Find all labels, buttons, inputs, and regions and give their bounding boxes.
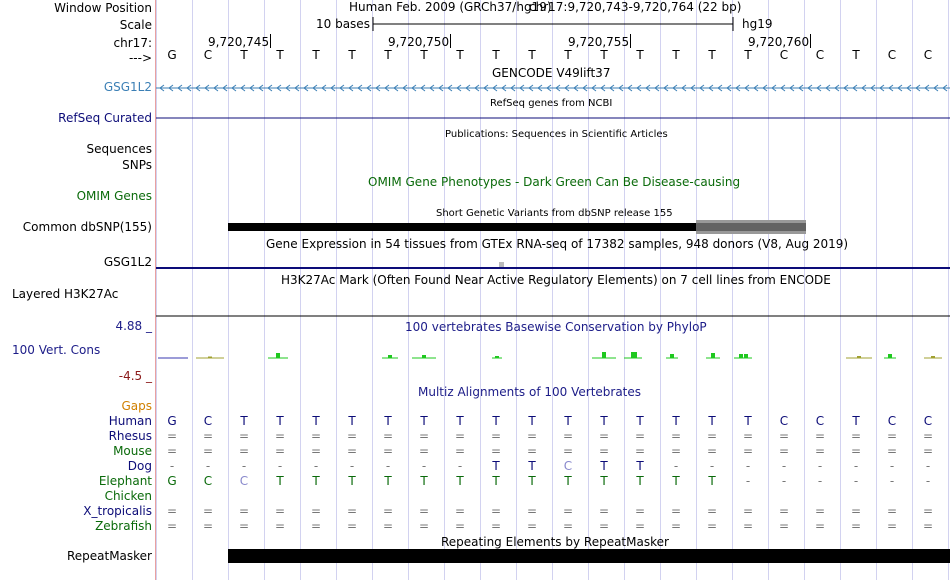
- alignment-base: =: [706, 504, 718, 518]
- alignment-base: -: [853, 459, 859, 473]
- gencode-title: GENCODE V49lift37: [492, 66, 611, 80]
- alignment-base: =: [562, 444, 574, 458]
- coordinate-label: 9,720,755: [568, 35, 630, 49]
- sequence-base: C: [815, 48, 825, 62]
- track-label-h3k27ac[interactable]: Layered H3K27Ac: [12, 287, 119, 301]
- conservation-score-bar: [931, 356, 935, 358]
- sequence-base: T: [348, 48, 356, 62]
- conservation-score-bar: [711, 353, 715, 358]
- alignment-base: C: [203, 474, 213, 488]
- alignment-base: -: [781, 459, 787, 473]
- alignment-base: -: [817, 459, 823, 473]
- alignment-base: =: [670, 444, 682, 458]
- track-label-sequences[interactable]: Sequences: [86, 142, 152, 156]
- alignment-base: =: [238, 519, 250, 533]
- sequence-base: T: [456, 48, 464, 62]
- sequence-base: C: [203, 48, 213, 62]
- alignment-base: =: [778, 444, 790, 458]
- alignment-base: =: [670, 429, 682, 443]
- alignment-base: =: [814, 444, 826, 458]
- multiz-title: Multiz Alignments of 100 Vertebrates: [418, 385, 642, 399]
- alignment-base: T: [528, 474, 536, 488]
- alignment-base: T: [564, 474, 572, 488]
- alignment-base: =: [274, 429, 286, 443]
- sequence-base: C: [779, 48, 789, 62]
- alignment-base: =: [454, 444, 466, 458]
- alignment-base: =: [778, 504, 790, 518]
- chr-label: chr17:: [113, 36, 152, 50]
- alignment-base: T: [456, 414, 464, 428]
- alignment-base: T: [600, 414, 608, 428]
- alignment-base: C: [923, 414, 933, 428]
- coordinate-label: 9,720,750: [388, 35, 450, 49]
- repeatmasker-title: Repeating Elements by RepeatMasker: [441, 535, 669, 549]
- conservation-score-bar: [422, 355, 426, 358]
- coordinate-label: 9,720,745: [208, 35, 270, 49]
- track-area[interactable]: [156, 0, 950, 580]
- alignment-base: =: [922, 444, 934, 458]
- omim-title: OMIM Gene Phenotypes - Dark Green Can Be Disease-causing: [368, 175, 741, 189]
- cons-max-label: 4.88 _: [115, 319, 152, 333]
- assembly-short: hg19: [742, 17, 773, 31]
- sequence-base: T: [600, 48, 608, 62]
- alignment-base: -: [925, 474, 931, 488]
- alignment-base: T: [384, 414, 392, 428]
- alignment-base: =: [382, 504, 394, 518]
- alignment-base: =: [382, 519, 394, 533]
- alignment-base: C: [563, 459, 573, 473]
- track-label-omim[interactable]: OMIM Genes: [76, 189, 152, 203]
- alignment-base: T: [312, 474, 320, 488]
- track-label-refseq[interactable]: RefSeq Curated: [58, 111, 152, 125]
- alignment-base: T: [672, 414, 680, 428]
- alignment-base: =: [850, 519, 862, 533]
- alignment-base: =: [274, 444, 286, 458]
- alignment-base: -: [709, 459, 715, 473]
- alignment-base: =: [310, 444, 322, 458]
- track-label-gaps[interactable]: Gaps: [121, 399, 152, 413]
- alignment-base: T: [492, 474, 500, 488]
- sequence-base: T: [420, 48, 428, 62]
- alignment-base: =: [310, 519, 322, 533]
- alignment-base: =: [418, 519, 430, 533]
- position-title: chr17:9,720,743-9,720,764 (22 bp): [529, 0, 742, 14]
- alignment-base: =: [274, 504, 286, 518]
- alignment-base: -: [817, 474, 823, 488]
- alignment-base: T: [492, 414, 500, 428]
- species-label[interactable]: Mouse: [113, 444, 152, 458]
- alignment-base: =: [526, 519, 538, 533]
- alignment-base: T: [240, 414, 248, 428]
- alignment-base: =: [310, 504, 322, 518]
- sequence-base: T: [492, 48, 500, 62]
- alignment-base: =: [238, 504, 250, 518]
- alignment-base: T: [744, 414, 752, 428]
- alignment-base: T: [852, 414, 860, 428]
- conservation-score-bar: [602, 352, 606, 358]
- dbsnp-title: Short Genetic Variants from dbSNP release 155: [436, 208, 673, 219]
- alignment-base: =: [814, 519, 826, 533]
- conservation-score-bar: [208, 357, 212, 359]
- species-label[interactable]: Zebrafish: [95, 519, 152, 533]
- track-label-cons[interactable]: 100 Vert. Cons: [12, 343, 101, 357]
- sequence-base: T: [564, 48, 572, 62]
- scale-label: Scale: [119, 18, 152, 32]
- alignment-base: =: [454, 504, 466, 518]
- alignment-base: T: [564, 414, 572, 428]
- alignment-base: =: [346, 444, 358, 458]
- sequence-base: T: [240, 48, 248, 62]
- sequence-base: T: [672, 48, 680, 62]
- alignment-base: =: [706, 429, 718, 443]
- alignment-base: T: [636, 474, 644, 488]
- alignment-base: =: [454, 519, 466, 533]
- track-label-gtex[interactable]: GSG1L2: [103, 255, 152, 269]
- alignment-base: =: [346, 519, 358, 533]
- conservation-score-bar: [388, 355, 392, 358]
- alignment-base: =: [490, 504, 502, 518]
- species-label[interactable]: Rhesus: [108, 429, 152, 443]
- alignment-base: G: [167, 474, 177, 488]
- alignment-base: =: [382, 429, 394, 443]
- alignment-base: =: [778, 519, 790, 533]
- alignment-base: T: [600, 459, 608, 473]
- track-label-dbsnp[interactable]: Common dbSNP(155): [22, 220, 152, 234]
- alignment-base: -: [277, 459, 283, 473]
- alignment-base: T: [276, 414, 284, 428]
- sequence-base: T: [744, 48, 752, 62]
- alignment-base: =: [490, 444, 502, 458]
- alignment-base: -: [925, 459, 931, 473]
- conservation-score-bar: [276, 353, 280, 358]
- alignment-base: =: [418, 429, 430, 443]
- alignment-base: =: [202, 429, 214, 443]
- cons-min-label: -4.5 _: [118, 369, 152, 383]
- alignment-base: T: [312, 414, 320, 428]
- track-label-gencode[interactable]: GSG1L2: [103, 80, 152, 94]
- sequence-base: T: [276, 48, 284, 62]
- alignment-base: =: [310, 429, 322, 443]
- sequence-base: T: [312, 48, 320, 62]
- conservation-score-bar: [739, 354, 743, 358]
- alignment-base: =: [562, 429, 574, 443]
- alignment-base: =: [526, 429, 538, 443]
- alignment-base: =: [346, 429, 358, 443]
- sequence-base: T: [384, 48, 392, 62]
- alignment-base: =: [454, 429, 466, 443]
- assembly-title: Human Feb. 2009 (GRCh37/hg19): [349, 0, 552, 14]
- alignment-base: =: [418, 504, 430, 518]
- alignment-base: =: [598, 519, 610, 533]
- sequence-base: T: [528, 48, 536, 62]
- alignment-base: C: [887, 414, 897, 428]
- alignment-base: =: [526, 444, 538, 458]
- alignment-base: =: [886, 429, 898, 443]
- alignment-base: -: [385, 459, 391, 473]
- alignment-base: -: [745, 459, 751, 473]
- alignment-base: =: [598, 504, 610, 518]
- alignment-base: =: [202, 504, 214, 518]
- alignment-base: C: [815, 414, 825, 428]
- alignment-base: T: [348, 414, 356, 428]
- sequence-base: G: [167, 48, 177, 62]
- alignment-base: =: [814, 429, 826, 443]
- alignment-base: =: [598, 444, 610, 458]
- alignment-base: T: [276, 474, 284, 488]
- alignment-base: G: [167, 414, 177, 428]
- conservation-score-bar: [633, 352, 637, 358]
- alignment-base: -: [169, 459, 175, 473]
- gtex-title: Gene Expression in 54 tissues from GTEx RNA-seq of 17382 samples, 948 donors (V8, Aug 2019): [266, 237, 849, 251]
- alignment-base: =: [562, 504, 574, 518]
- alignment-base: =: [526, 504, 538, 518]
- conservation-score-bar: [888, 354, 892, 358]
- alignment-base: T: [672, 474, 680, 488]
- alignment-base: T: [528, 414, 536, 428]
- alignment-base: C: [239, 474, 249, 488]
- alignment-base: =: [922, 519, 934, 533]
- alignment-base: -: [745, 474, 751, 488]
- alignment-base: =: [166, 504, 178, 518]
- alignment-base: =: [850, 429, 862, 443]
- conservation-score-bar: [670, 354, 674, 358]
- alignment-base: =: [490, 519, 502, 533]
- coordinate-label: 9,720,760: [748, 35, 810, 49]
- alignment-base: T: [636, 459, 644, 473]
- alignment-base: =: [382, 444, 394, 458]
- alignment-base: C: [779, 414, 789, 428]
- alignment-base: T: [420, 474, 428, 488]
- conservation-score-bar: [495, 356, 499, 358]
- alignment-base: =: [418, 444, 430, 458]
- alignment-base: =: [850, 504, 862, 518]
- alignment-base: -: [349, 459, 355, 473]
- alignment-base: T: [708, 414, 716, 428]
- alignment-base: T: [348, 474, 356, 488]
- species-label[interactable]: Human: [108, 414, 152, 428]
- sequence-base: T: [636, 48, 644, 62]
- alignment-base: T: [456, 474, 464, 488]
- alignment-base: =: [778, 429, 790, 443]
- alignment-base: =: [850, 444, 862, 458]
- alignment-base: =: [202, 444, 214, 458]
- alignment-base: =: [742, 444, 754, 458]
- species-label[interactable]: Dog: [127, 459, 152, 473]
- alignment-base: =: [706, 519, 718, 533]
- alignment-base: -: [421, 459, 427, 473]
- species-label[interactable]: X_tropicalis: [83, 504, 152, 518]
- refseq-title: RefSeq genes from NCBI: [490, 98, 613, 109]
- cons-title: 100 vertebrates Basewise Conservation by PhyloP: [405, 320, 707, 334]
- alignment-base: T: [708, 474, 716, 488]
- alignment-base: =: [238, 429, 250, 443]
- alignment-base: -: [313, 459, 319, 473]
- alignment-base: =: [814, 504, 826, 518]
- alignment-base: =: [922, 429, 934, 443]
- alignment-base: =: [238, 444, 250, 458]
- alignment-base: -: [781, 474, 787, 488]
- alignment-base: =: [922, 504, 934, 518]
- alignment-base: =: [886, 444, 898, 458]
- alignment-base: =: [598, 429, 610, 443]
- alignment-base: T: [384, 474, 392, 488]
- gtex-marker: [499, 262, 504, 267]
- alignment-base: =: [634, 429, 646, 443]
- alignment-base: -: [673, 459, 679, 473]
- alignment-base: =: [706, 444, 718, 458]
- alignment-base: -: [889, 474, 895, 488]
- alignment-base: -: [241, 459, 247, 473]
- alignment-base: C: [203, 414, 213, 428]
- species-label[interactable]: Chicken: [104, 489, 152, 503]
- strand-arrow-label: --->: [128, 51, 152, 65]
- alignment-base: =: [886, 504, 898, 518]
- conservation-score-bar: [744, 354, 748, 358]
- alignment-base: =: [166, 444, 178, 458]
- alignment-base: =: [634, 504, 646, 518]
- alignment-base: T: [600, 474, 608, 488]
- alignment-base: =: [490, 429, 502, 443]
- dbsnp-variant-overlay: [696, 223, 806, 231]
- publications-title: Publications: Sequences in Scientific Articles: [445, 129, 668, 140]
- alignment-base: =: [634, 444, 646, 458]
- track-features: [156, 0, 950, 580]
- alignment-base: =: [634, 519, 646, 533]
- species-label[interactable]: Elephant: [98, 474, 152, 488]
- alignment-base: =: [166, 519, 178, 533]
- alignment-base: -: [205, 459, 211, 473]
- repeatmasker-element-bar: [228, 549, 950, 563]
- scale-text: 10 bases: [316, 17, 370, 31]
- sequence-base: C: [887, 48, 897, 62]
- track-label-snps[interactable]: SNPs: [122, 158, 152, 172]
- sequence-base: T: [852, 48, 860, 62]
- alignment-base: T: [636, 414, 644, 428]
- alignment-base: =: [202, 519, 214, 533]
- alignment-base: =: [742, 429, 754, 443]
- track-label-repeatmasker[interactable]: RepeatMasker: [66, 549, 152, 563]
- alignment-base: =: [670, 519, 682, 533]
- alignment-base: =: [274, 519, 286, 533]
- alignment-base: =: [346, 504, 358, 518]
- alignment-base: T: [492, 459, 500, 473]
- alignment-base: -: [889, 459, 895, 473]
- alignment-base: =: [562, 519, 574, 533]
- alignment-base: =: [886, 519, 898, 533]
- alignment-base: -: [457, 459, 463, 473]
- alignment-base: =: [742, 504, 754, 518]
- sequence-base: C: [923, 48, 933, 62]
- alignment-base: =: [742, 519, 754, 533]
- alignment-base: -: [853, 474, 859, 488]
- alignment-base: =: [670, 504, 682, 518]
- h3k27ac-title: H3K27Ac Mark (Often Found Near Active Regulatory Elements) on 7 cell lines from ENCODE: [281, 273, 831, 287]
- alignment-base: =: [166, 429, 178, 443]
- window-position-label: Window Position: [54, 1, 152, 15]
- alignment-base: T: [420, 414, 428, 428]
- sequence-base: T: [708, 48, 716, 62]
- conservation-score-bar: [857, 356, 861, 358]
- alignment-base: T: [528, 459, 536, 473]
